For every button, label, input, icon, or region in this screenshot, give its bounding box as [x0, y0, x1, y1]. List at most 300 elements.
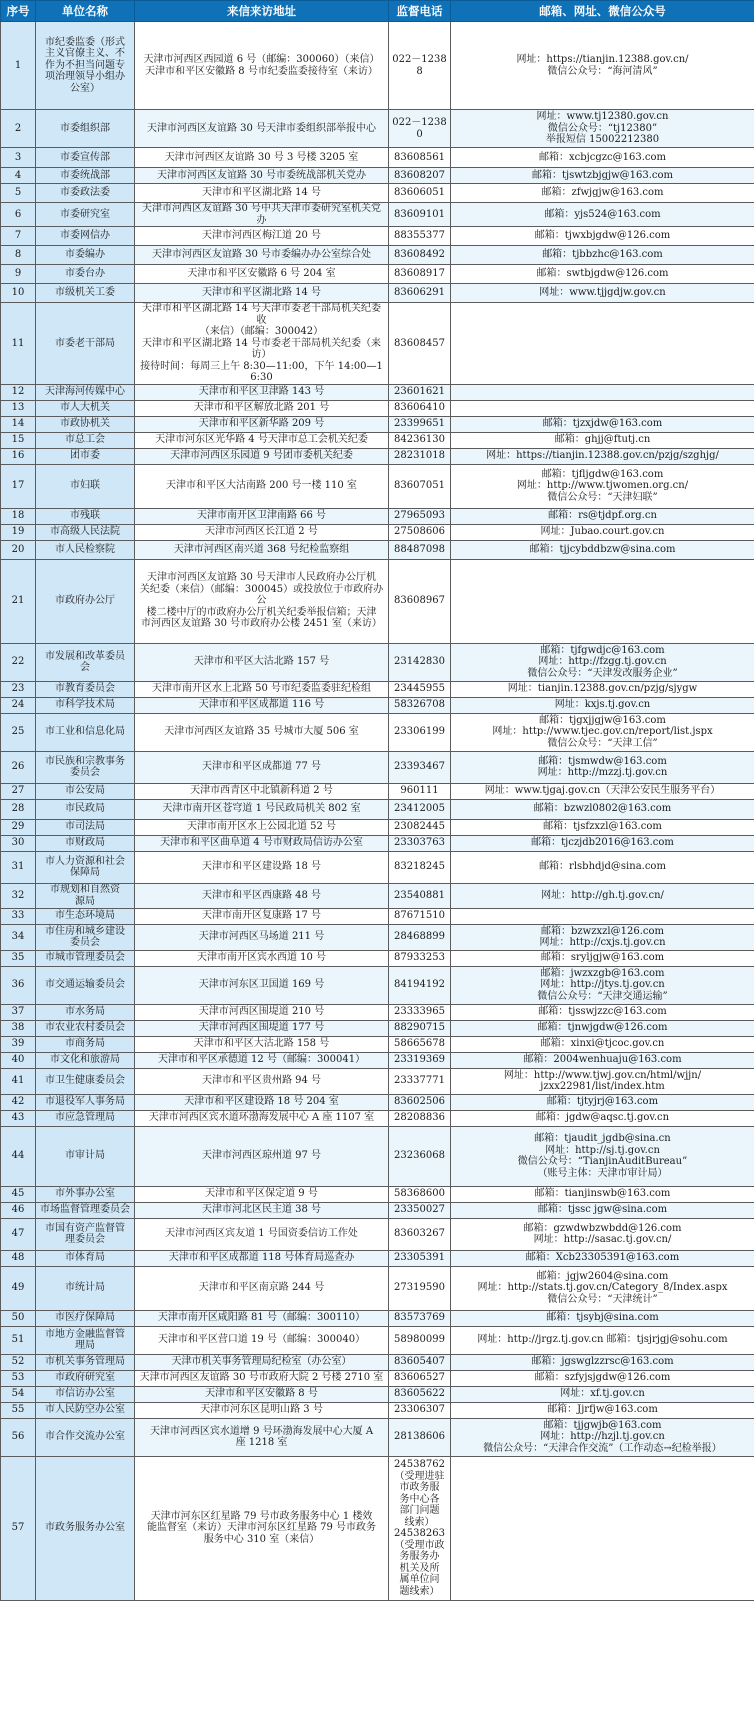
cell-no: 40 [1, 1052, 36, 1068]
table-row [1, 1004, 754, 1020]
cell-address [135, 1094, 389, 1110]
cell-phone [389, 751, 451, 783]
cell-no: 38 [1, 1020, 36, 1036]
cell-phone-line: 线索） [404, 1516, 435, 1528]
cell-address [135, 203, 389, 227]
cell-address-line: 天津市南开区卫津南路 66 号 [196, 510, 327, 522]
cell-name [36, 751, 135, 783]
cell-phone-line: 23540881 [394, 889, 445, 901]
cell-address [135, 799, 389, 819]
cell-name [36, 697, 135, 713]
cell-name [36, 1418, 135, 1456]
cell-phone-line: 84194192 [394, 979, 445, 991]
cell-name-line: 市退役军人事务局 [45, 1096, 125, 1108]
cell-web-line: 邮箱：rs@tjdpf.org.cn [548, 510, 657, 522]
cell-name [36, 1020, 135, 1036]
table-row [1, 1402, 754, 1418]
cell-name [36, 400, 135, 416]
cell-phone [389, 168, 451, 184]
cell-web-line: 网址：http://www.tjwj.gov.cn/html/wjjn/ [503, 1069, 702, 1081]
cell-address [135, 835, 389, 851]
cell-phone-line: 83606410 [394, 402, 445, 414]
cell-address-line: 天津市和平区大沽南路 200 号一楼 110 室 [166, 480, 357, 492]
cell-web [451, 284, 754, 303]
cell-phone [389, 1126, 451, 1186]
cell-address-line: 天津市机关事务管理局纪检室（办公室） [171, 1356, 352, 1368]
cell-web [451, 1068, 754, 1094]
cell-web [451, 883, 754, 908]
cell-no: 2 [1, 110, 36, 148]
cell-web-line: 邮箱：ghjj@ftutj.cn [554, 434, 651, 446]
table-row [1, 1370, 754, 1386]
cell-web [451, 1266, 754, 1310]
cell-web-line: 邮箱：sryljgjw@163.com [540, 952, 665, 964]
cell-address-line: 天津市和平区西康路 48 号 [201, 889, 322, 901]
table-row [1, 883, 754, 908]
cell-phone-line: 022－12380 [392, 117, 447, 140]
cell-name [36, 265, 135, 284]
cell-web-line: 邮箱：tjaudit_jgdb@sina.cn [534, 1133, 671, 1144]
cell-no: 20 [1, 540, 36, 559]
cell-no: 28 [1, 799, 36, 819]
table-row [1, 1110, 754, 1126]
cell-phone [389, 1418, 451, 1456]
cell-address-line: 天津市南开区水上公园北道 52 号 [186, 821, 337, 833]
table-row [1, 284, 754, 303]
cell-no: 1 [1, 22, 36, 110]
cell-address-line: 天津市河西区马场道 211 号 [198, 931, 325, 943]
table-row [1, 227, 754, 246]
cell-web-line: 微信公众号：“tj12380” [547, 122, 658, 134]
cell-phone-line: 83606291 [394, 287, 445, 299]
cell-name [36, 508, 135, 524]
cell-phone-line: 83608917 [394, 268, 445, 280]
cell-address-line: 天津市和平区建设路 18 号 [201, 861, 322, 873]
cell-name-line: 市交通运输委员会 [45, 979, 125, 991]
cell-web [451, 799, 754, 819]
cell-web [451, 1386, 754, 1402]
table-row [1, 1326, 754, 1354]
cell-web-line: 邮箱：swtbjgdw@126.com [536, 268, 669, 280]
cell-name-line: 理委员会 [65, 1234, 105, 1245]
cell-no: 42 [1, 1094, 36, 1110]
cell-web-line: 网址：http://fzgg.tj.gov.cn [538, 656, 667, 668]
cell-no: 12 [1, 384, 36, 400]
cell-phone-line: 23337771 [394, 1075, 445, 1087]
cell-phone-line: 83608967 [394, 595, 445, 607]
cell-name-line: 市机关事务管理局 [45, 1356, 125, 1368]
cell-address-line: 天津市河西区琼州道 97 号 [201, 1150, 322, 1162]
cell-name-line: 市住房和城乡建设 [45, 925, 125, 937]
cell-name-line: 市级机关工委 [55, 287, 115, 299]
cell-name [36, 1094, 135, 1110]
cell-phone [389, 432, 451, 448]
cell-phone-line: 23445955 [394, 683, 445, 695]
cell-name-line: 市统计局 [65, 1282, 105, 1294]
cell-phone-line: 务服务办 [399, 1551, 440, 1562]
cell-name-line: 市水务局 [65, 1006, 105, 1018]
cell-name-line: 市政府研究室 [55, 1372, 115, 1384]
cell-name [36, 1036, 135, 1052]
cell-address-line: 天津市南开区复康路 17 号 [201, 910, 322, 922]
cell-name [36, 924, 135, 950]
header-name: 单位名称 [36, 1, 135, 22]
cell-no: 37 [1, 1004, 36, 1020]
cell-phone [389, 1326, 451, 1354]
cell-web-line: 网址：https://tianjin.12388.gov.cn/ [516, 54, 689, 65]
cell-phone [389, 835, 451, 851]
cell-phone [389, 524, 451, 540]
cell-no: 14 [1, 416, 36, 432]
header-web: 邮箱、网址、微信公众号 [451, 1, 754, 22]
cell-phone [389, 1036, 451, 1052]
cell-web-line: 邮箱：tjfgwdjc@163.com [540, 644, 665, 656]
cell-phone-line: 83605407 [394, 1356, 445, 1368]
cell-phone [389, 400, 451, 416]
cell-address [135, 851, 389, 883]
cell-web-line: 网址：http://www.tjec.gov.cn/report/list.jspx [492, 726, 713, 738]
cell-address-line: 市河西区友谊路 30 号市政府办公楼 2451 室（来访） [141, 618, 382, 630]
cell-name [36, 416, 135, 432]
table-row [1, 1094, 754, 1110]
cell-web [451, 1126, 754, 1186]
cell-name [36, 1370, 135, 1386]
cell-web [451, 464, 754, 508]
cell-phone [389, 1250, 451, 1266]
cell-address-line: 天津市和平区湖北路 14 号天津市委老干部局机关纪委收 [141, 303, 382, 326]
cell-address-line: 天津市河东区卫国道 169 号 [198, 979, 325, 991]
cell-phone-line: 属单位问 [399, 1574, 440, 1585]
cell-no: 33 [1, 908, 36, 924]
cell-address-line: 天津市和平区建设路 18 号 204 室 [184, 1096, 339, 1108]
cell-phone [389, 184, 451, 203]
cell-no: 18 [1, 508, 36, 524]
cell-name-line: 项治理领导小组办 [45, 71, 125, 83]
cell-no: 10 [1, 284, 36, 303]
cell-name [36, 184, 135, 203]
table-row [1, 851, 754, 883]
cell-address-line: 楼二楼中厅的市政府办公厅机关纪委举报信箱；天津 [146, 606, 377, 618]
cell-no: 11 [1, 303, 36, 385]
cell-address-line: 天津市和平区大沽北路 157 号 [193, 656, 330, 668]
cell-phone-line: 83607051 [394, 480, 445, 492]
cell-name-line: 公室） [70, 82, 100, 94]
header-address: 来信来访地址 [135, 1, 389, 22]
cell-web [451, 22, 754, 110]
cell-no: 49 [1, 1266, 36, 1310]
cell-web-line: 邮箱：tjjgwjb@163.com [543, 1419, 662, 1431]
cell-name [36, 1266, 135, 1310]
cell-web-line: 邮箱：Jjrfjw@163.com [547, 1404, 658, 1416]
cell-name-line: 市民政局 [65, 803, 105, 815]
cell-web-line: 邮箱：jwzxzgb@163.com [540, 967, 665, 979]
cell-phone-line: 28138606 [394, 1431, 445, 1443]
cell-name [36, 799, 135, 819]
cell-no: 32 [1, 883, 36, 908]
cell-phone-line: 23393467 [394, 761, 445, 773]
table-row [1, 783, 754, 799]
cell-name [36, 227, 135, 246]
cell-address-line: 天津市河西区乐园道 9 号团市委机关纪委 [170, 450, 353, 462]
cell-phone [389, 1052, 451, 1068]
cell-phone [389, 1020, 451, 1036]
cell-web-line: 微信公众号：“天津发改服务企业” [527, 667, 678, 679]
cell-name-line: 市文化和旅游局 [50, 1054, 120, 1066]
cell-no: 9 [1, 265, 36, 284]
cell-name [36, 303, 135, 385]
cell-address [135, 713, 389, 751]
table-row [1, 184, 754, 203]
cell-name-line: 市委台办 [65, 268, 105, 280]
cell-name-line: 理局 [75, 1340, 95, 1351]
table-row [1, 1354, 754, 1370]
cell-phone-line: 83609101 [394, 208, 445, 220]
cell-web-line: 网址：http://hzjl.tj.gov.cn [540, 1431, 665, 1443]
table-row [1, 1418, 754, 1456]
cell-phone-line: 88355377 [394, 230, 445, 242]
cell-phone [389, 265, 451, 284]
cell-web-line: 网址：tianjin.12388.gov.cn/pzjg/sjygw [507, 683, 698, 695]
cell-phone-line: 83602506 [394, 1096, 445, 1108]
cell-web [451, 697, 754, 713]
cell-web-line: 网址：https://tianjin.12388.gov.cn/pzjg/szghjg/ [486, 450, 719, 462]
cell-web [451, 681, 754, 697]
cell-web [451, 1402, 754, 1418]
cell-name [36, 203, 135, 227]
table-row [1, 464, 754, 508]
cell-web-line: 网址：http://sasac.tj.gov.cn/ [533, 1234, 672, 1245]
cell-phone [389, 1110, 451, 1126]
cell-web [451, 1370, 754, 1386]
cell-address-line: 天津市河东区昆明山路 3 号 [200, 1404, 323, 1416]
cell-no: 3 [1, 148, 36, 168]
cell-address-line: 能监督室（来访）天津市河东区红星路 79 号市政务 [146, 1522, 377, 1534]
cell-name [36, 384, 135, 400]
cell-address [135, 783, 389, 799]
table-row [1, 1310, 754, 1326]
cell-name-line: 作为不担当问题专 [45, 59, 125, 71]
cell-web [451, 1052, 754, 1068]
cell-web-line: 邮箱：xcbjcgzc@163.com [539, 151, 666, 163]
cell-web [451, 416, 754, 432]
cell-name-line: 市人力资源和社会 [45, 855, 125, 867]
cell-web-line: 邮箱：bzwzxzl@126.com [541, 925, 664, 937]
cell-web-line: 邮箱：tjgxjjgjw@163.com [539, 714, 666, 726]
cell-phone [389, 1354, 451, 1370]
cell-address [135, 966, 389, 1004]
cell-phone-line: 23333965 [394, 1006, 445, 1018]
cell-no: 46 [1, 1202, 36, 1218]
cell-address-line: 天津市河西区友谊路 30 号中共天津市委研究室机关党办 [141, 203, 382, 226]
cell-address-line: 天津市和平区解放北路 201 号 [193, 402, 330, 414]
cell-name-line: 市公安局 [65, 785, 105, 797]
cell-address-line: 天津市河西区围堤道 210 号 [198, 1006, 325, 1018]
cell-web-line: 网址：http://sj.tj.gov.cn [545, 1144, 660, 1156]
cell-name [36, 559, 135, 643]
table-row [1, 22, 754, 110]
table-row [1, 148, 754, 168]
cell-web [451, 783, 754, 799]
cell-phone-line: 83218245 [394, 861, 445, 873]
cell-no: 21 [1, 559, 36, 643]
cell-address-line: （来信）（邮编：300042） [199, 326, 324, 337]
table-row [1, 203, 754, 227]
cell-address-line: 天津市河东区红星路 79 号市政务服务中心 1 楼效 [150, 1510, 373, 1522]
cell-name-line: 市国有资产监督管 [45, 1222, 125, 1234]
cell-web [451, 1456, 754, 1600]
cell-address-line: 接待时间：每周三上午 8:30—11:00，下午 14:00—16:30 [140, 360, 383, 383]
cell-name-line: 市科学技术局 [55, 699, 115, 711]
cell-address-line: 天津市河西区宾友道 1 号国资委信访工作处 [165, 1228, 358, 1240]
cell-name [36, 1386, 135, 1402]
cell-name-line: 委员会 [70, 937, 100, 948]
cell-phone-line: 23142830 [394, 656, 445, 668]
table-row [1, 924, 754, 950]
cell-web-line: 邮箱：tjsfzxzl@163.com [543, 821, 662, 833]
cell-address [135, 400, 389, 416]
cell-phone-line: 83606527 [394, 1372, 445, 1384]
cell-address [135, 751, 389, 783]
cell-address [135, 1218, 389, 1250]
cell-address-line: 天津市河西区友谊路 30 号天津市人民政府办公厅机 [146, 572, 377, 584]
cell-phone [389, 303, 451, 385]
cell-web-line: 邮箱：tjswtzbjgjw@163.com [531, 169, 674, 181]
cell-address-line: 天津市和平区贵州路 94 号 [201, 1075, 322, 1087]
cell-web-line: 邮箱：gzwdwbzwbdd@126.com [523, 1222, 682, 1234]
cell-phone [389, 384, 451, 400]
cell-phone [389, 908, 451, 924]
cell-address [135, 1370, 389, 1386]
cell-no: 53 [1, 1370, 36, 1386]
cell-address-line: 天津市和平区安徽路 6 号 204 室 [187, 268, 336, 280]
cell-name [36, 168, 135, 184]
cell-name-line: 市外事办公室 [55, 1188, 115, 1200]
cell-no: 34 [1, 924, 36, 950]
cell-phone [389, 851, 451, 883]
cell-name-line: 市教育委员会 [55, 683, 115, 695]
cell-phone-line: 23319369 [394, 1054, 445, 1066]
table-row [1, 265, 754, 284]
cell-no: 25 [1, 713, 36, 751]
cell-no: 5 [1, 184, 36, 203]
cell-no: 29 [1, 819, 36, 835]
cell-address-line: 天津市河西区友谊路 30 号市委编办办公室综合处 [151, 249, 372, 261]
cell-web [451, 400, 754, 416]
cell-name-line: 市生态环境局 [55, 910, 115, 922]
cell-web-line: 邮箱：Xcb23305391@163.com [525, 1252, 680, 1264]
cell-no: 52 [1, 1354, 36, 1370]
cell-web [451, 643, 754, 681]
table-row [1, 1126, 754, 1186]
cell-web-line: 邮箱：xinxi@tjcoc.gov.cn [540, 1038, 665, 1050]
cell-web [451, 448, 754, 464]
cell-phone-line: 87671510 [394, 910, 445, 922]
cell-name [36, 950, 135, 966]
cell-web-line: 微信公众号：“天津工信” [547, 737, 658, 749]
cell-name-line: 主义官僚主义、不 [45, 48, 125, 60]
cell-name [36, 540, 135, 559]
cell-phone-line: 23350027 [394, 1204, 445, 1216]
cell-address-line: 天津市河西区友谊路 30 号天津市委组织部举报中心 [146, 122, 377, 134]
cell-no: 51 [1, 1326, 36, 1354]
cell-name-line: 市政协机关 [60, 418, 110, 430]
cell-phone-line: 83608207 [394, 169, 445, 181]
cell-phone [389, 464, 451, 508]
cell-web-line: 邮箱：tjwxbjgdw@126.com [534, 230, 671, 242]
cell-phone [389, 540, 451, 559]
cell-address-line: 天津市和平区安徽路 8 号 [205, 1388, 318, 1400]
cell-name [36, 908, 135, 924]
cell-address [135, 1418, 389, 1456]
cell-web-line: 网址：http://mzzj.tj.gov.cn [537, 767, 668, 778]
table-row [1, 799, 754, 819]
cell-web [451, 924, 754, 950]
cell-name [36, 1456, 135, 1600]
cell-web-line: 网址：http://gh.tj.gov.cn/ [541, 889, 664, 901]
table-row [1, 1202, 754, 1218]
cell-address [135, 1202, 389, 1218]
table-row [1, 1036, 754, 1052]
cell-address-line: 天津市河西区梅江道 20 号 [201, 230, 322, 242]
cell-no: 16 [1, 448, 36, 464]
cell-name [36, 835, 135, 851]
cell-address [135, 464, 389, 508]
cell-phone-line: 23306307 [394, 1404, 445, 1416]
cell-phone-line: 部门问题 [399, 1505, 440, 1516]
cell-name-line: 市委政法委 [60, 187, 110, 199]
cell-name [36, 1068, 135, 1094]
cell-no: 55 [1, 1402, 36, 1418]
header-no: 序号 [1, 1, 36, 22]
cell-address [135, 110, 389, 148]
table-row [1, 303, 754, 385]
cell-name-line: 市规划和自然资 [50, 884, 120, 895]
cell-name-line: 委员会 [70, 767, 100, 778]
cell-address [135, 227, 389, 246]
cell-name [36, 819, 135, 835]
cell-phone [389, 1094, 451, 1110]
cell-address [135, 1326, 389, 1354]
cell-phone [389, 643, 451, 681]
cell-no: 17 [1, 464, 36, 508]
cell-web [451, 184, 754, 203]
cell-web-line: 邮箱：tjczjdb2016@163.com [531, 837, 674, 849]
cell-name-line: 市人大机关 [60, 402, 110, 414]
cell-web [451, 1110, 754, 1126]
cell-phone [389, 110, 451, 148]
table-row [1, 246, 754, 265]
cell-phone-line: 28468899 [394, 931, 445, 943]
cell-name [36, 1202, 135, 1218]
cell-no: 54 [1, 1386, 36, 1402]
cell-address-line: 天津市和平区新华路 209 号 [198, 418, 325, 430]
table-row [1, 835, 754, 851]
cell-phone-line: 27319590 [394, 1282, 445, 1294]
cell-phone-line: 23082445 [394, 821, 445, 833]
cell-web-line: 邮箱：tjsmwdw@163.com [538, 755, 667, 767]
cell-name [36, 246, 135, 265]
cell-phone [389, 681, 451, 697]
cell-name [36, 1354, 135, 1370]
cell-name-line: 市工业和信息化局 [45, 726, 125, 738]
cell-name [36, 524, 135, 540]
cell-web [451, 1326, 754, 1354]
cell-name-line: 市发展和改革委员 [45, 650, 125, 662]
cell-web [451, 1310, 754, 1326]
cell-phone-line: 83608457 [394, 337, 445, 349]
cell-no: 24 [1, 697, 36, 713]
cell-address [135, 508, 389, 524]
